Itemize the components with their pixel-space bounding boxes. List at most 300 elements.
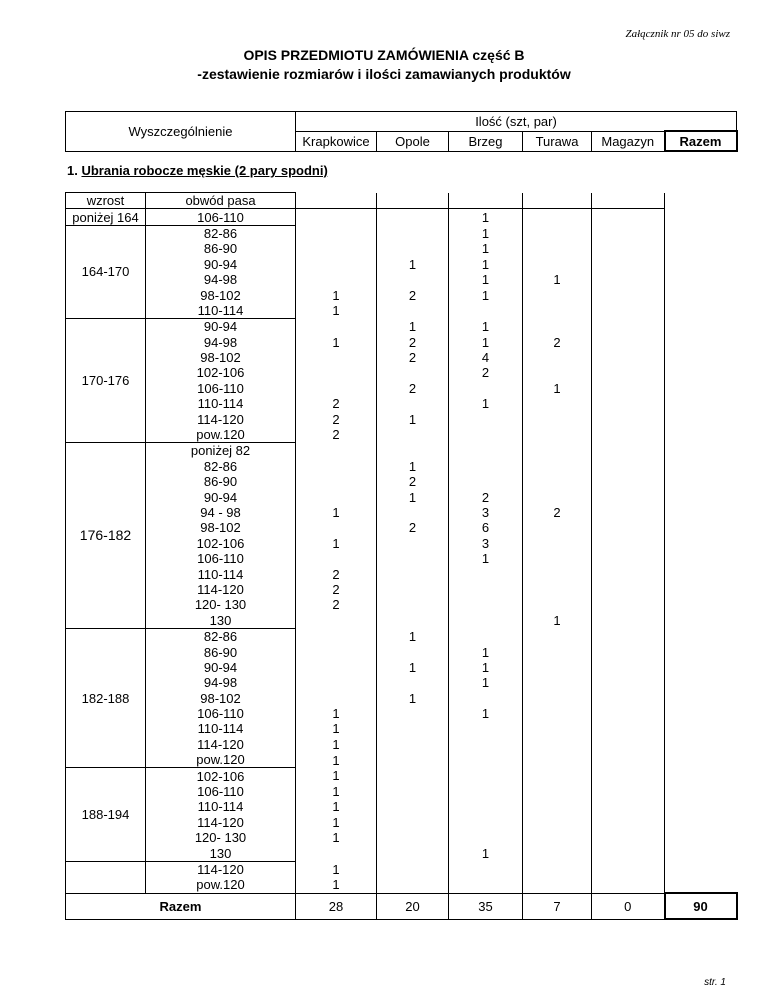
qty-cell (523, 815, 592, 830)
qty-cell (377, 566, 449, 581)
qty-cell (592, 582, 665, 597)
qty-cell (449, 628, 523, 644)
qty-cell: 1 (377, 628, 449, 644)
table-row (66, 691, 737, 706)
qty-cell (523, 628, 592, 644)
qty-cell (592, 443, 665, 459)
qty-cell (523, 225, 592, 241)
qty-cell (449, 582, 523, 597)
qty-cell (523, 209, 592, 225)
qty-cell (377, 877, 449, 893)
qty-cell (377, 815, 449, 830)
qty-cell: 2 (523, 335, 592, 350)
qty-cell (296, 319, 377, 335)
waist-size: 90-94 (146, 660, 296, 675)
qty-cell: 1 (377, 660, 449, 675)
qty-cell (592, 660, 665, 675)
qty-cell: 1 (296, 287, 377, 302)
table-row (66, 644, 737, 659)
qty-cell (523, 721, 592, 736)
qty-cell (377, 396, 449, 411)
qty-cell (296, 675, 377, 690)
qty-cell: 1 (449, 241, 523, 256)
height-group: poniżej 164 (66, 209, 146, 225)
qty-cell: 2 (377, 350, 449, 365)
qty-cell (523, 241, 592, 256)
qty-cell (377, 675, 449, 690)
empty-cell (523, 193, 592, 209)
qty-cell (377, 613, 449, 629)
qty-cell: 2 (296, 597, 377, 612)
qty-cell: 1 (296, 721, 377, 736)
qty-cell (377, 830, 449, 845)
table-row (66, 459, 737, 474)
qty-cell: 2 (296, 411, 377, 426)
qty-cell: 1 (296, 784, 377, 799)
waist-size: 102-106 (146, 536, 296, 551)
qty-cell (592, 319, 665, 335)
table-row (66, 209, 737, 225)
qty-cell (377, 582, 449, 597)
qty-cell: 1 (296, 706, 377, 721)
total-value: 28 (296, 893, 377, 919)
qty-cell (296, 489, 377, 504)
waist-size: 114-120 (146, 737, 296, 752)
qty-cell (449, 381, 523, 396)
qty-cell: 2 (449, 365, 523, 380)
height-group (66, 861, 146, 893)
qty-cell (449, 443, 523, 459)
qty-cell (592, 489, 665, 504)
table-row (66, 582, 737, 597)
qty-cell (592, 396, 665, 411)
qty-cell (449, 566, 523, 581)
qty-cell: 1 (449, 644, 523, 659)
waist-size: 90-94 (146, 257, 296, 272)
qty-cell (377, 241, 449, 256)
waist-size: 130 (146, 613, 296, 629)
header-table (65, 111, 738, 152)
waist-size: pow.120 (146, 752, 296, 768)
qty-cell (296, 257, 377, 272)
qty-cell (523, 737, 592, 752)
qty-cell (296, 459, 377, 474)
qty-cell: 1 (296, 830, 377, 845)
qty-cell: 2 (523, 505, 592, 520)
qty-cell (377, 551, 449, 566)
size-table (65, 192, 738, 920)
qty-cell (449, 861, 523, 877)
waist-size: 106-110 (146, 209, 296, 225)
height-group: 170-176 (66, 319, 146, 443)
qty-cell (592, 597, 665, 612)
empty-cell (296, 193, 377, 209)
qty-cell (377, 365, 449, 380)
qty-cell (296, 613, 377, 629)
qty-cell (296, 365, 377, 380)
table-row (66, 551, 737, 566)
table-row (66, 845, 737, 861)
qty-cell (523, 520, 592, 535)
qty-cell (296, 209, 377, 225)
qty-cell (449, 613, 523, 629)
qty-cell (296, 644, 377, 659)
waist-size: 114-120 (146, 861, 296, 877)
qty-cell: 1 (377, 489, 449, 504)
qty-cell: 2 (377, 287, 449, 302)
table-row (66, 799, 737, 814)
qty-cell (523, 411, 592, 426)
qty-cell (592, 551, 665, 566)
qty-cell: 1 (296, 536, 377, 551)
qty-cell (523, 396, 592, 411)
header-col: Opole (377, 131, 449, 151)
qty-cell (523, 489, 592, 504)
qty-cell (592, 303, 665, 319)
qty-cell (523, 474, 592, 489)
qty-cell: 3 (449, 536, 523, 551)
qty-cell: 1 (296, 752, 377, 768)
qty-cell (523, 597, 592, 612)
qty-cell: 1 (449, 319, 523, 335)
qty-cell (592, 737, 665, 752)
waist-size: 114-120 (146, 411, 296, 426)
qty-cell: 1 (449, 287, 523, 302)
qty-cell (377, 768, 449, 784)
table-row (66, 381, 737, 396)
qty-cell (592, 675, 665, 690)
qty-cell (296, 660, 377, 675)
section-number: 1. (67, 163, 78, 178)
qty-cell: 1 (523, 613, 592, 629)
qty-cell (296, 272, 377, 287)
qty-cell (592, 459, 665, 474)
waist-size: pow.120 (146, 877, 296, 893)
qty-cell: 2 (296, 566, 377, 581)
qty-cell (523, 752, 592, 768)
qty-cell (592, 877, 665, 893)
qty-cell: 1 (449, 660, 523, 675)
header-spec: Wyszczególnienie (66, 112, 296, 152)
qty-cell (449, 303, 523, 319)
grand-total: 90 (665, 893, 737, 919)
qty-cell (449, 459, 523, 474)
waist-size: 94-98 (146, 272, 296, 287)
qty-cell (592, 209, 665, 225)
qty-cell (449, 427, 523, 443)
qty-cell (449, 830, 523, 845)
qty-cell (592, 505, 665, 520)
table-row (66, 721, 737, 736)
qty-cell (523, 660, 592, 675)
document-title: OPIS PRZEDMIOTU ZAMÓWIENIA część B (243, 47, 525, 63)
qty-cell: 1 (296, 768, 377, 784)
qty-cell: 1 (449, 675, 523, 690)
waist-size: 120- 130 (146, 597, 296, 612)
qty-cell: 1 (523, 381, 592, 396)
waist-size: 86-90 (146, 474, 296, 489)
qty-cell: 6 (449, 520, 523, 535)
qty-cell (377, 443, 449, 459)
qty-cell: 1 (449, 706, 523, 721)
header-col: Brzeg (449, 131, 523, 151)
waist-size: 98-102 (146, 691, 296, 706)
qty-cell: 1 (377, 411, 449, 426)
qty-cell (523, 365, 592, 380)
qty-cell: 2 (296, 427, 377, 443)
qty-cell (296, 845, 377, 861)
qty-cell: 1 (449, 209, 523, 225)
qty-cell (523, 350, 592, 365)
annex-label: Załącznik nr 05 do siwz (625, 28, 730, 40)
qty-cell (592, 381, 665, 396)
qty-cell (523, 582, 592, 597)
qty-cell (592, 566, 665, 581)
qty-cell (592, 613, 665, 629)
table-row (66, 443, 737, 459)
table-row (66, 287, 737, 302)
qty-cell (449, 691, 523, 706)
qty-cell (449, 474, 523, 489)
qty-cell (592, 706, 665, 721)
table-row (66, 768, 737, 784)
qty-cell (523, 877, 592, 893)
qty-cell (523, 287, 592, 302)
qty-cell: 1 (449, 551, 523, 566)
waist-size: 98-102 (146, 287, 296, 302)
table-row (66, 474, 737, 489)
qty-cell (377, 721, 449, 736)
qty-cell (523, 706, 592, 721)
waist-size: 102-106 (146, 768, 296, 784)
table-row (66, 737, 737, 752)
empty-cell (592, 193, 665, 209)
waist-size: 90-94 (146, 319, 296, 335)
qty-cell (377, 209, 449, 225)
qty-cell (377, 597, 449, 612)
document-subtitle: -zestawienie rozmiarów i ilości zamawianych produktów (197, 66, 571, 82)
qty-cell (592, 815, 665, 830)
qty-cell (523, 861, 592, 877)
qty-cell (592, 272, 665, 287)
qty-cell (296, 443, 377, 459)
table-row (66, 706, 737, 721)
qty-cell (592, 350, 665, 365)
qty-cell (523, 675, 592, 690)
qty-cell: 2 (449, 489, 523, 504)
qty-cell (449, 768, 523, 784)
table-row (66, 396, 737, 411)
qty-cell: 1 (449, 335, 523, 350)
qty-cell (592, 830, 665, 845)
height-group: 182-188 (66, 628, 146, 768)
qty-cell (523, 257, 592, 272)
qty-cell (377, 861, 449, 877)
waist-size: 110-114 (146, 721, 296, 736)
qty-cell (449, 597, 523, 612)
qty-cell (523, 536, 592, 551)
table-row (66, 675, 737, 690)
qty-cell: 3 (449, 505, 523, 520)
qty-cell (377, 706, 449, 721)
total-label: Razem (66, 893, 296, 919)
header-col: Krapkowice (296, 131, 377, 151)
qty-cell (449, 815, 523, 830)
qty-cell (377, 799, 449, 814)
total-value: 0 (592, 893, 665, 919)
header-col: Turawa (523, 131, 592, 151)
qty-cell (523, 845, 592, 861)
waist-size: 86-90 (146, 241, 296, 256)
qty-cell: 1 (377, 459, 449, 474)
qty-cell (377, 505, 449, 520)
waist-size: 110-114 (146, 799, 296, 814)
qty-cell: 1 (377, 257, 449, 272)
waist-size: 102-106 (146, 365, 296, 380)
waist-size: 82-86 (146, 459, 296, 474)
total-value: 7 (523, 893, 592, 919)
qty-cell (377, 303, 449, 319)
qty-cell (592, 225, 665, 241)
qty-cell (377, 752, 449, 768)
header-qty: Ilość (szt, par) (296, 112, 737, 132)
qty-cell: 2 (377, 520, 449, 535)
table-row (66, 257, 737, 272)
qty-cell (296, 474, 377, 489)
qty-cell (523, 551, 592, 566)
waist-size: 94 - 98 (146, 505, 296, 520)
section-heading (67, 163, 328, 178)
qty-cell (523, 319, 592, 335)
waist-size: pow.120 (146, 427, 296, 443)
waist-size: 106-110 (146, 551, 296, 566)
qty-cell: 1 (296, 303, 377, 319)
table-row (66, 815, 737, 830)
qty-cell (296, 381, 377, 396)
table-row (66, 411, 737, 426)
qty-cell: 2 (377, 381, 449, 396)
table-row (66, 877, 737, 893)
qty-cell: 4 (449, 350, 523, 365)
waist-size: 82-86 (146, 225, 296, 241)
table-row (66, 536, 737, 551)
qty-cell (523, 443, 592, 459)
waist-size: 114-120 (146, 815, 296, 830)
table-row (66, 660, 737, 675)
qty-cell (592, 644, 665, 659)
qty-cell (377, 845, 449, 861)
qty-cell (592, 287, 665, 302)
height-group: 188-194 (66, 768, 146, 861)
qty-cell (592, 257, 665, 272)
waist-size: 94-98 (146, 335, 296, 350)
total-value: 35 (449, 893, 523, 919)
qty-cell: 1 (296, 799, 377, 814)
waist-header: obwód pasa (146, 193, 296, 209)
qty-cell (377, 644, 449, 659)
empty-cell (449, 193, 523, 209)
table-row (66, 861, 737, 877)
waist-size: 130 (146, 845, 296, 861)
qty-cell (592, 628, 665, 644)
qty-cell (296, 551, 377, 566)
qty-cell (523, 644, 592, 659)
waist-size: 106-110 (146, 706, 296, 721)
qty-cell (592, 845, 665, 861)
qty-cell (377, 225, 449, 241)
table-row (66, 613, 737, 629)
table-row (66, 628, 737, 644)
table-row (66, 566, 737, 581)
qty-cell: 1 (449, 257, 523, 272)
height-group: 164-170 (66, 225, 146, 318)
qty-cell (296, 628, 377, 644)
qty-cell (377, 427, 449, 443)
table-row (66, 830, 737, 845)
qty-cell (592, 861, 665, 877)
qty-cell (449, 737, 523, 752)
table-row (66, 752, 737, 768)
qty-cell (592, 799, 665, 814)
table-row (66, 427, 737, 443)
qty-cell (377, 272, 449, 287)
total-value: 20 (377, 893, 449, 919)
waist-size: 86-90 (146, 644, 296, 659)
qty-cell: 1 (296, 505, 377, 520)
header-col: Magazyn (592, 131, 665, 151)
qty-cell: 1 (296, 861, 377, 877)
waist-size: poniżej 82 (146, 443, 296, 459)
qty-cell: 2 (296, 396, 377, 411)
qty-cell (523, 427, 592, 443)
waist-size: 110-114 (146, 396, 296, 411)
qty-cell (592, 411, 665, 426)
qty-cell (296, 691, 377, 706)
table-row (66, 597, 737, 612)
qty-cell (592, 365, 665, 380)
qty-cell (592, 241, 665, 256)
qty-cell: 1 (377, 319, 449, 335)
qty-cell: 1 (449, 845, 523, 861)
qty-cell (296, 520, 377, 535)
table-row (66, 272, 737, 287)
qty-cell (592, 427, 665, 443)
table-row (66, 520, 737, 535)
height-header: wzrost (66, 193, 146, 209)
qty-cell: 2 (377, 335, 449, 350)
qty-cell: 1 (296, 335, 377, 350)
qty-cell: 1 (296, 877, 377, 893)
waist-size: 120- 130 (146, 830, 296, 845)
qty-cell: 1 (377, 691, 449, 706)
qty-cell (377, 536, 449, 551)
qty-cell (523, 303, 592, 319)
table-row (66, 489, 737, 504)
qty-cell (449, 411, 523, 426)
qty-cell (523, 830, 592, 845)
qty-cell (449, 721, 523, 736)
table-row (66, 225, 737, 241)
qty-cell: 1 (449, 396, 523, 411)
waist-size: 106-110 (146, 784, 296, 799)
qty-cell (592, 768, 665, 784)
waist-size: 106-110 (146, 381, 296, 396)
header-razem: Razem (665, 131, 737, 151)
qty-cell (592, 691, 665, 706)
qty-cell (592, 520, 665, 535)
qty-cell (523, 768, 592, 784)
waist-size: 94-98 (146, 675, 296, 690)
